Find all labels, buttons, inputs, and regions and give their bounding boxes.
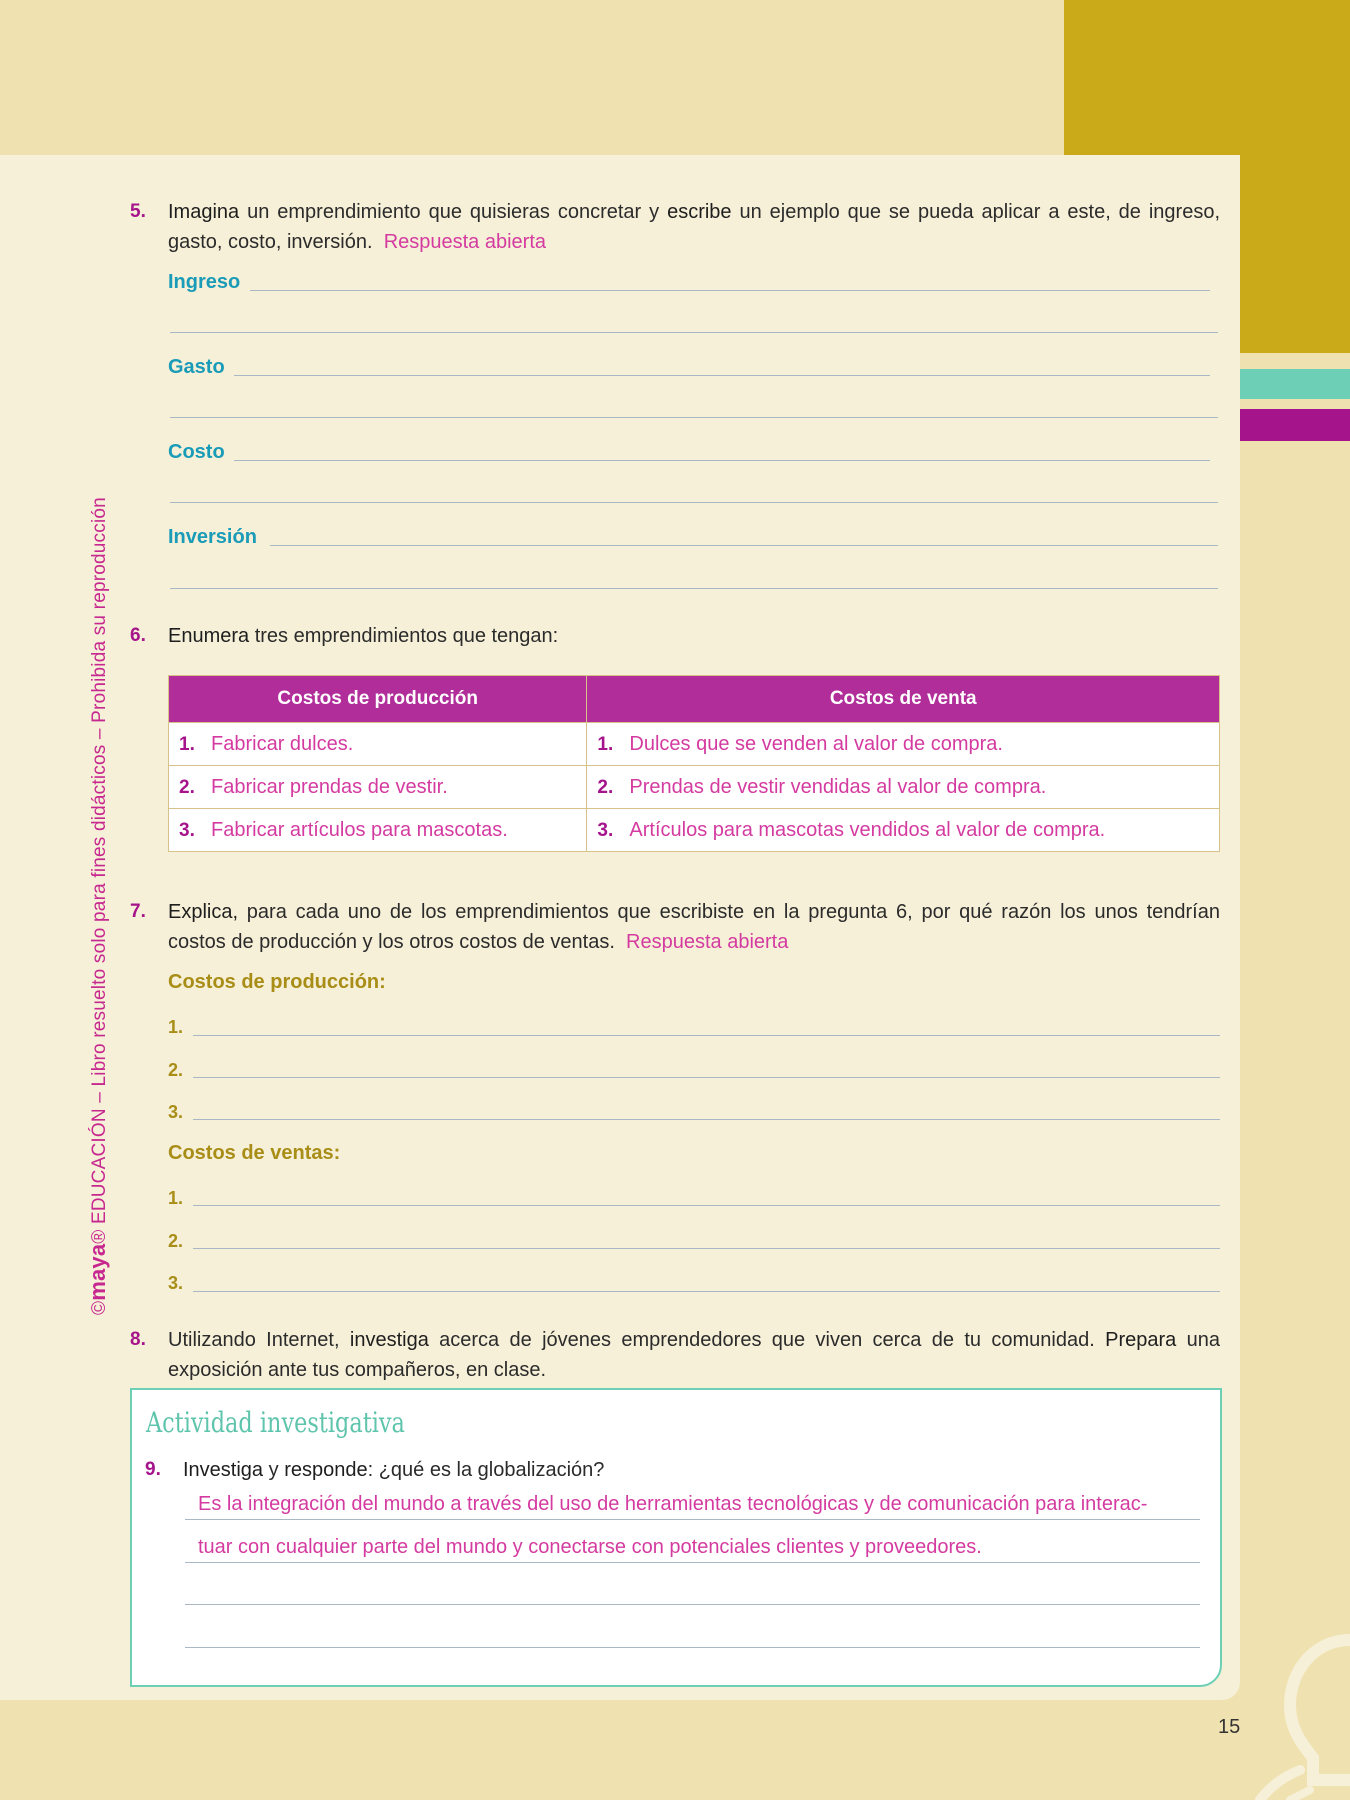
row-number: 1. — [597, 733, 614, 755]
question-5 — [0, 197, 1350, 257]
keyword: Prepara — [1105, 1329, 1177, 1351]
question-text — [183, 1455, 1203, 1485]
cell-answer: Fabricar artículos para mascotas. — [211, 818, 508, 841]
question-text — [168, 621, 1220, 651]
question-text — [168, 897, 1220, 957]
keyword: investiga — [349, 1329, 429, 1351]
text: y — [263, 1459, 285, 1481]
answer-line[interactable] — [170, 588, 1218, 589]
table-cell — [587, 809, 1220, 852]
text: un emprendimiento que quisieras concretar y — [239, 201, 668, 223]
row-number: 2. — [597, 776, 614, 798]
costs-table — [168, 675, 1220, 852]
answer-line[interactable] — [193, 1205, 1220, 1206]
field-label-ingreso: Ingreso — [168, 271, 241, 293]
cell-answer: Fabricar dulces. — [211, 732, 354, 755]
keyword: responde — [284, 1459, 368, 1481]
row-number: 2. — [179, 776, 195, 798]
answer-line[interactable] — [170, 502, 1218, 503]
answer-line[interactable] — [193, 1077, 1220, 1078]
item-number: 1. — [168, 1017, 184, 1037]
table-cell — [169, 766, 587, 809]
answer-line[interactable] — [185, 1604, 1200, 1605]
answer-text-line-2: tuar con cualquier parte del mundo y conectarse con potenciales clientes y proveedores. — [198, 1536, 982, 1558]
answer-note: Respuesta abierta — [383, 231, 547, 253]
table-row — [169, 766, 1220, 809]
text: para cada uno de los emprendimientos que escribiste en la pregunta 6, por qué razón los unos tendrían costos de producción y los otros costos de ventas. — [168, 901, 1220, 953]
answer-line[interactable] — [185, 1647, 1200, 1648]
field-label-inversion: Inversión — [168, 526, 257, 548]
text: Utilizando Internet, — [168, 1329, 350, 1351]
answer-line[interactable] — [193, 1291, 1220, 1292]
table-header-row — [169, 676, 1220, 723]
text: una exposición ante tus compañeros, en clase. — [168, 1329, 1220, 1381]
answer-line[interactable] — [193, 1119, 1220, 1120]
item-number: 3. — [168, 1102, 184, 1122]
margin-copyright-note: ©maya® EDUCACIÓN – Libro resuelto solo para fines didácticos – Prohibida su reproducción — [85, 497, 110, 1315]
question-number: 5. — [130, 201, 146, 222]
answer-line[interactable] — [250, 290, 1210, 291]
magenta-tab — [1240, 409, 1350, 441]
answer-line[interactable] — [170, 332, 1218, 333]
question-text — [168, 1325, 1220, 1385]
text: un ejemplo que se pueda aplicar a este, de ingreso, gasto, costo, inversión. — [168, 201, 1221, 253]
lightbulb-icon — [1255, 1630, 1350, 1800]
table-cell — [169, 723, 587, 766]
question-7 — [0, 897, 1350, 957]
answer-line[interactable] — [185, 1519, 1200, 1520]
question-6 — [0, 621, 1350, 651]
row-number: 3. — [597, 819, 614, 841]
question-9 — [0, 1455, 1350, 1485]
answer-line[interactable] — [193, 1035, 1220, 1036]
text: : ¿qué es la globalización? — [367, 1459, 605, 1481]
answer-line[interactable] — [234, 460, 1210, 461]
keyword: Investiga — [183, 1459, 264, 1481]
keyword: Enumera — [168, 625, 250, 647]
row-number: 3. — [179, 819, 195, 841]
answer-note: Respuesta abierta — [626, 931, 789, 953]
field-label-gasto: Gasto — [168, 356, 225, 378]
cell-answer: Fabricar prendas de vestir. — [211, 775, 448, 798]
field-label-costo: Costo — [168, 441, 225, 463]
item-number: 2. — [168, 1231, 184, 1251]
answer-line[interactable] — [270, 545, 1218, 546]
header-costos-venta: Costos de venta — [587, 676, 1220, 723]
table-cell — [587, 723, 1220, 766]
activity-title: Actividad investigativa — [146, 1406, 405, 1439]
question-number: 7. — [130, 901, 146, 922]
cell-answer: Dulces que se venden al valor de compra. — [629, 732, 1003, 755]
text: tres emprendimientos que tengan: — [249, 625, 559, 647]
keyword: Explica, — [168, 901, 239, 923]
table-cell — [169, 809, 587, 852]
answer-text-line-1: Es la integración del mundo a través del uso de herramientas tecnológicas y de comunicación para interac- — [198, 1493, 1148, 1515]
item-number: 1. — [168, 1188, 184, 1208]
label-costos-ventas: Costos de ventas: — [168, 1142, 341, 1164]
page-number: 15 — [1218, 1716, 1241, 1738]
answer-line[interactable] — [193, 1248, 1220, 1249]
margin-note-text: EDUCACIÓN – Libro resuelto solo para fines didácticos – Prohibida su reproducción — [89, 497, 110, 1225]
cell-answer: Prendas de vestir vendidas al valor de compra. — [629, 775, 1047, 798]
text: acerca de jóvenes emprendedores que viven cerca de tu comunidad. — [428, 1329, 1106, 1351]
teal-tab — [1240, 369, 1350, 399]
question-number: 9. — [145, 1459, 161, 1480]
table-row — [169, 809, 1220, 852]
question-8 — [0, 1325, 1350, 1385]
header-costos-produccion: Costos de producción — [169, 676, 587, 723]
keyword: Imagina — [168, 201, 240, 223]
question-text — [168, 197, 1220, 257]
label-costos-produccion: Costos de producción: — [168, 971, 386, 993]
table-cell — [587, 766, 1220, 809]
answer-line[interactable] — [234, 375, 1210, 376]
question-number: 6. — [130, 625, 146, 646]
row-number: 1. — [179, 733, 195, 755]
table-row — [169, 723, 1220, 766]
cell-answer: Artículos para mascotas vendidos al valor de compra. — [629, 818, 1106, 841]
keyword: escribe — [667, 201, 732, 223]
question-number: 8. — [130, 1329, 146, 1350]
brand-logo: maya — [85, 1243, 110, 1301]
item-number: 2. — [168, 1060, 184, 1080]
answer-line[interactable] — [170, 417, 1218, 418]
item-number: 3. — [168, 1273, 184, 1293]
answer-line[interactable] — [185, 1562, 1200, 1563]
copyright-symbol: © — [89, 1300, 110, 1315]
